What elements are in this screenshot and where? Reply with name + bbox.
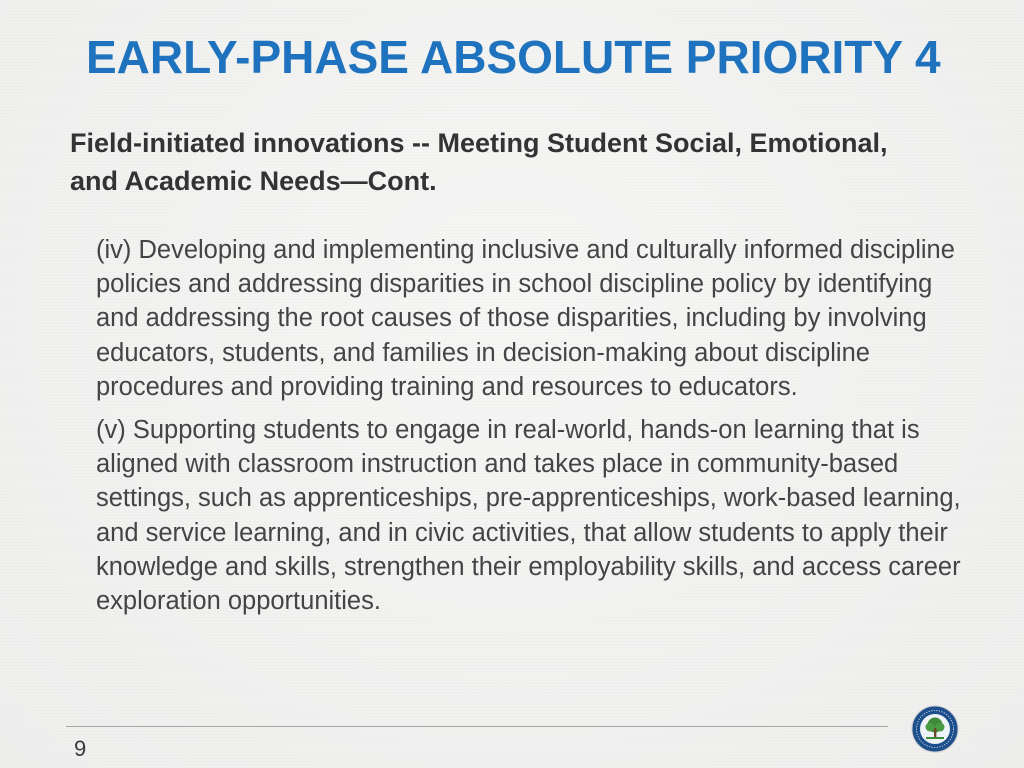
page-number: 9 xyxy=(74,736,87,761)
department-seal-icon xyxy=(911,705,959,753)
slide-subtitle: Field-initiated innovations -- Meeting Student Social, Emotional, and Academic Needs—Cont. xyxy=(70,128,888,196)
priority-list xyxy=(96,233,981,627)
list-item-v: (v) Supporting students to engage in real-world, hands-on learning that is aligned with classroom instruction and takes place in community-based settings, such as apprenticeships, pre-apprenticeships, work-based learning, and service learning, and in civic activities, that allow students to apply their knowledge and skills, strengthen their employability skills, and access career exploration opportunities. xyxy=(96,416,961,616)
footer-divider xyxy=(66,726,888,727)
list-item-iv: (iv) Developing and implementing inclusive and culturally informed discipline policies and addressing disparities in school discipline policy by identifying and addressing the root causes of those disparities, including by involving educators, students, and families in decision-making about discipline procedures and providing training and resources to educators. xyxy=(96,236,955,401)
slide-title: EARLY-PHASE ABSOLUTE PRIORITY 4 xyxy=(86,31,941,83)
